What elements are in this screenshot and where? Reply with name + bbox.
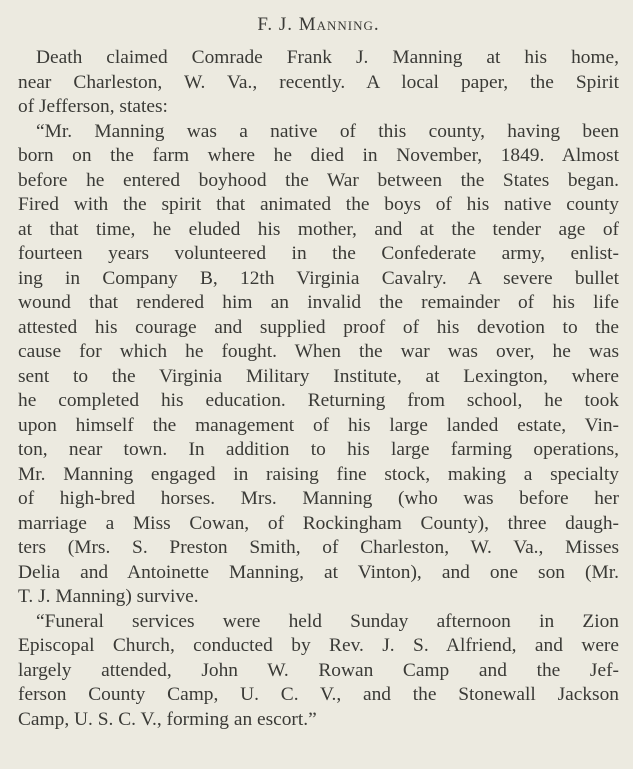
paragraph-line: Mr. Manning engaged in raising fine stock, making a specialty [18, 463, 619, 485]
paragraph-line: born on the farm where he died in November, 1849. Almost [18, 145, 619, 166]
paragraph-line: “Mr. Manning was a native of this county, having been [36, 120, 619, 142]
paragraph-line: sent to the Virginia Military Institute, at Lexington, where [18, 365, 619, 387]
paragraph-line: before he entered boyhood the War between the States began. [18, 169, 619, 191]
article-title-text: F. J. Manning. [257, 14, 380, 35]
paragraph-line: of high-bred horses. Mrs. Manning (who was before her [18, 488, 619, 509]
paragraph-line: Episcopal Church, conducted by Rev. J. S. Alfriend, and were [18, 635, 619, 656]
paragraph-line: “Funeral services were held Sunday afternoon in Zion [36, 610, 619, 632]
paragraph-line: wound that rendered him an invalid the remainder of his life [18, 292, 619, 313]
paragraph-line: ing in Company B, 12th Virginia Cavalry. A severe bullet [18, 267, 619, 289]
paragraph-line: ters (Mrs. S. Preston Smith, of Charleston, W. Va., Misses [18, 537, 619, 558]
paragraph-line: Fired with the spirit that animated the boys of his native county [18, 194, 619, 215]
paragraph-line: Death claimed Comrade Frank J. Manning at his home, [36, 47, 619, 68]
paragraph-line: ton, near town. In addition to his large farming operations, [18, 439, 619, 460]
paragraph-line: fourteen years volunteered in the Confederate army, enlist- [18, 243, 619, 264]
article-title [18, 12, 619, 38]
paragraph-line: he completed his education. Returning from school, he took [18, 390, 619, 411]
paragraph-line: Delia and Antoinette Manning, at Vinton), and one son (Mr. [18, 561, 619, 583]
article-body [18, 46, 619, 732]
paragraph-line: upon himself the management of his large landed estate, Vin- [18, 414, 619, 436]
paragraph-line: marriage a Miss Cowan, of Rockingham County), three daugh- [18, 512, 619, 534]
article-paragraph [18, 610, 619, 733]
paragraph-line: of Jefferson, states: [18, 96, 168, 117]
article-paragraph [18, 46, 619, 120]
paragraph-line: at that time, he eluded his mother, and at the tender age of [18, 218, 619, 240]
paragraph-line: cause for which he fought. When the war was over, he was [18, 341, 619, 362]
article-paragraph [18, 120, 619, 610]
paragraph-line: T. J. Manning) survive. [18, 586, 199, 607]
paragraph-line: near Charleston, W. Va., recently. A local paper, the Spirit [18, 71, 619, 93]
paragraph-line: Camp, U. S. C. V., forming an escort.” [18, 708, 317, 730]
paragraph-line: ferson County Camp, U. C. V., and the Stonewall Jackson [18, 684, 619, 705]
paragraph-line: attested his courage and supplied proof of his devotion to the [18, 316, 619, 338]
paragraph-line: largely attended, John W. Rowan Camp and the Jef- [18, 659, 619, 681]
